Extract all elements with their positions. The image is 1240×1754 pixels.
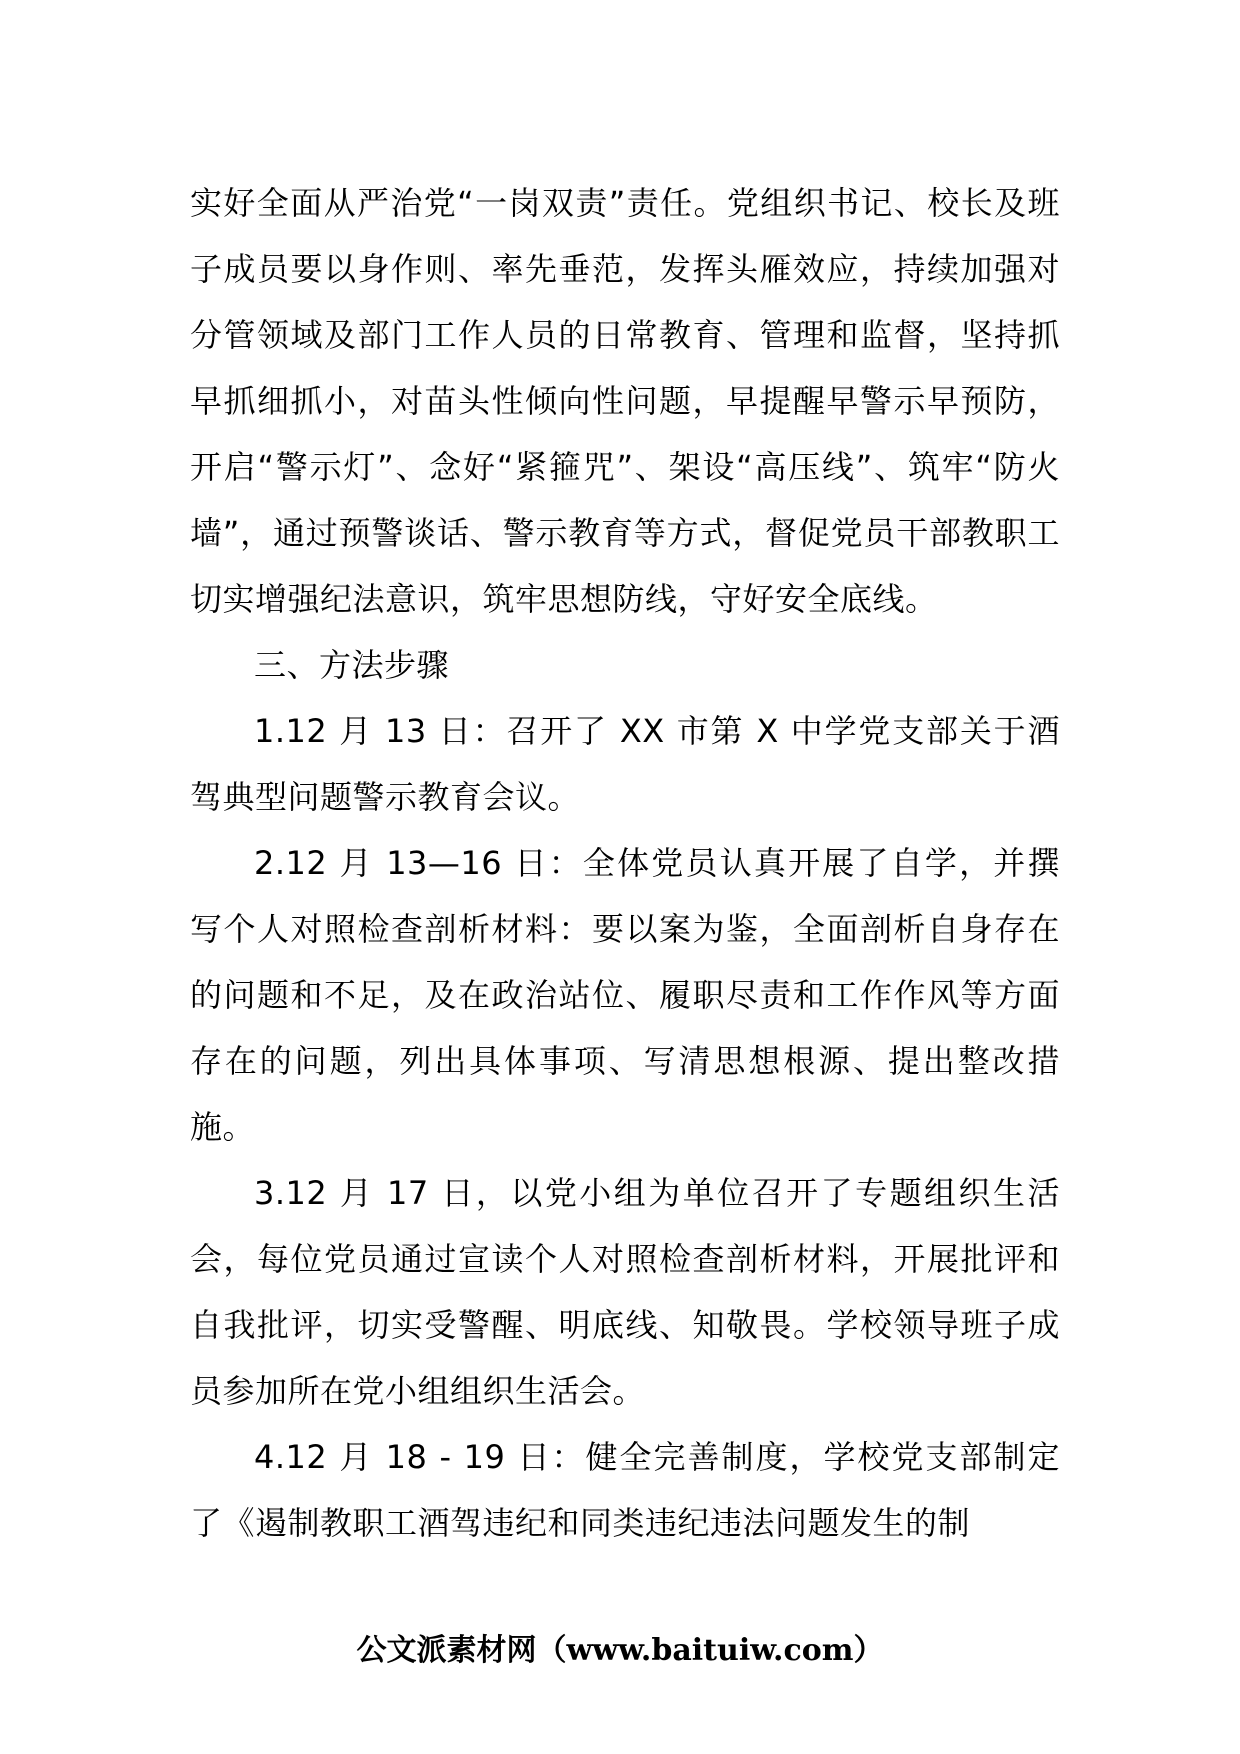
step-2-paragraph: 2.12 月 13—16 日：全体党员认真开展了自学，并撰写个人对照检查剖析材料：要以案为鉴，全面剖析自身存在的问题和不足，及在政治站位、履职尽责和工作作风等方面存在的问题，列出具体事项、写清思想根源、提出整改措施。 xyxy=(190,844,1060,1146)
source-watermark-footer: 公文派素材网（www.baituiw.com） xyxy=(356,1633,884,1668)
document-body xyxy=(190,170,1060,1556)
step-1-paragraph: 1.12 月 13 日：召开了 XX 市第 X 中学党支部关于酒驾典型问题警示教育会议。 xyxy=(190,712,1060,816)
step-4-paragraph: 4.12 月 18 - 19 日：健全完善制度，学校党支部制定了《遏制教职工酒驾违纪和同类违纪违法问题发生的制 xyxy=(190,1438,1060,1542)
section-heading-methods: 三、方法步骤 xyxy=(254,646,450,684)
paragraph-responsibility: 实好全面从严治党“一岗双责”责任。党组织书记、校长及班子成员要以身作则、率先垂范，发挥头雁效应，持续加强对分管领域及部门工作人员的日常教育、管理和监督，坚持抓早抓细抓小，对苗头性倾向性问题，早提醒早警示早预防，开启“警示灯”、念好“紧箍咒”、架设“高压线”、筑牢“防火墙”，通过预警谈话、警示教育等方式，督促党员干部教职工切实增强纪法意识，筑牢思想防线，守好安全底线。 xyxy=(190,184,1060,618)
step-3-paragraph: 3.12 月 17 日，以党小组为单位召开了专题组织生活会，每位党员通过宣读个人对照检查剖析材料，开展批评和自我批评，切实受警醒、明底线、知敬畏。学校领导班子成员参加所在党小组组织生活会。 xyxy=(190,1174,1060,1410)
